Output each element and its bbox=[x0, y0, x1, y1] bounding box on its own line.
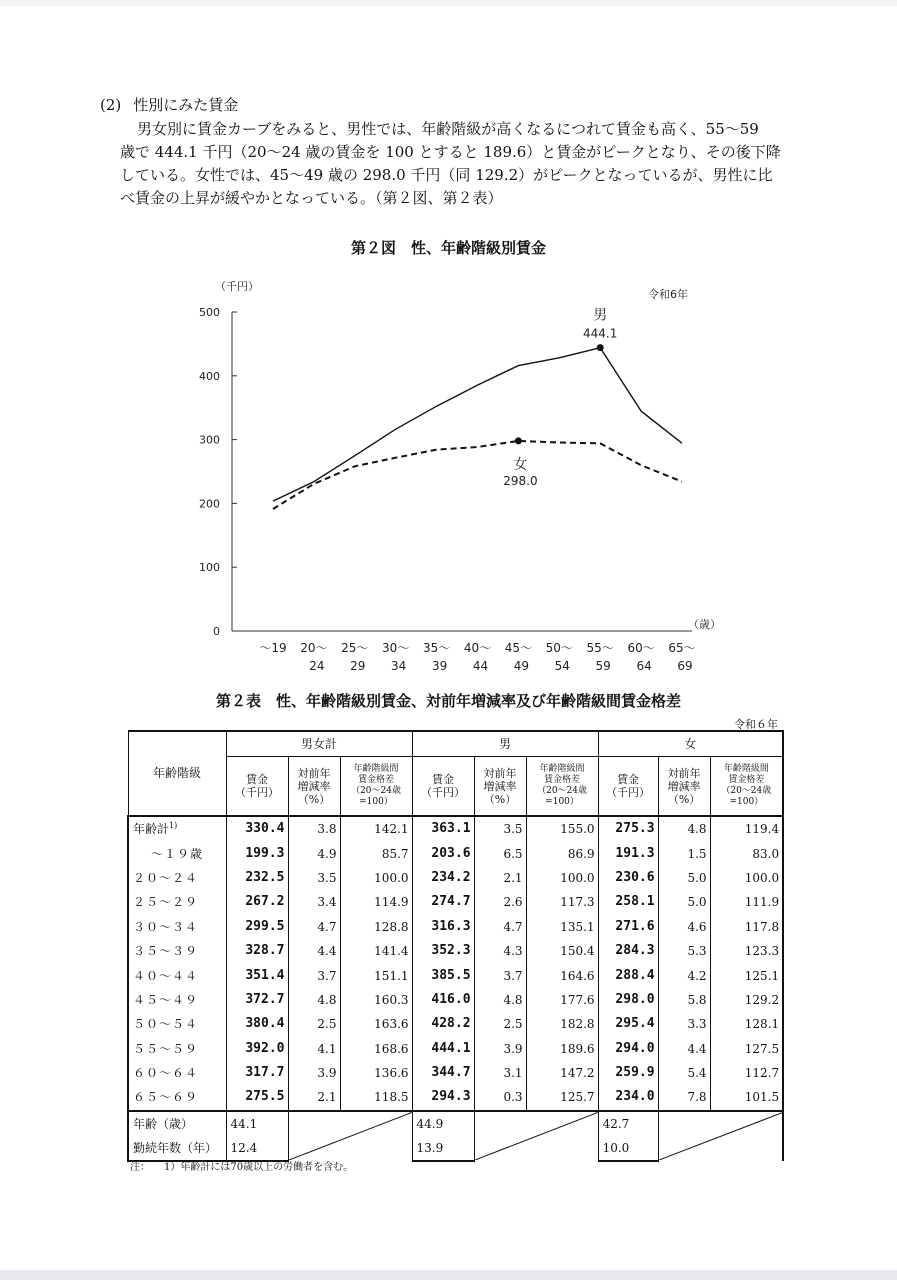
rate-cell-total: 3.7 bbox=[288, 963, 340, 987]
y-tick-label: 300 bbox=[199, 433, 220, 447]
wage-cell-male: 344.7 bbox=[412, 1061, 474, 1085]
wage-cell-total: 299.5 bbox=[226, 915, 288, 939]
subheader-line: （%） bbox=[483, 792, 517, 806]
gap-cell-male: 147.2 bbox=[526, 1061, 598, 1085]
figure-title: 第２図 性、年齢階級別賃金 bbox=[350, 239, 546, 257]
wage-cell-female: 234.0 bbox=[598, 1085, 658, 1110]
rate-cell-male: 2.1 bbox=[474, 866, 526, 890]
gap-cell-total: 151.1 bbox=[340, 963, 412, 987]
summary-label: 年齢（歳） bbox=[128, 1111, 226, 1136]
subheader-line: 増減率 bbox=[483, 779, 517, 793]
gap-cell-male: 164.6 bbox=[526, 963, 598, 987]
table-title: 第２表 性、年齢階級別賃金、対前年増減率及び年齢階級間賃金格差 bbox=[215, 692, 681, 710]
rate-cell-female: 4.4 bbox=[658, 1037, 710, 1061]
body-line: している。女性では、45～49 歳の 298.0 千円（同 129.2）がピークとなっているが、男性に比 bbox=[120, 166, 773, 184]
group-header-total: 男女計 bbox=[226, 731, 412, 757]
age-label: ２５～２９ bbox=[133, 895, 199, 910]
peak-value-male: 444.1 bbox=[583, 326, 618, 341]
age-label: 年齢計 bbox=[133, 822, 170, 837]
body-line: 男女別に賃金カーブをみると、男性では、年齢階級が高くなるにつれて賃金も高く、55～59 bbox=[137, 120, 759, 138]
table-row bbox=[128, 963, 783, 987]
rate-cell-male: 2.5 bbox=[474, 1012, 526, 1036]
gap-cell-female: 101.5 bbox=[710, 1085, 783, 1110]
y-tick-label: 100 bbox=[199, 561, 220, 575]
rate-cell-male: 3.5 bbox=[474, 816, 526, 841]
age-label: ５０～５４ bbox=[133, 1017, 199, 1032]
wage-cell-male: 385.5 bbox=[412, 963, 474, 987]
x-tick-label: 34 bbox=[391, 659, 407, 673]
gap-cell-female: 112.7 bbox=[710, 1061, 783, 1085]
body-line: べ賃金の上昇が緩やかとなっている。（第２図、第２表） bbox=[120, 189, 503, 207]
wage-cell-female: 258.1 bbox=[598, 890, 658, 914]
gap-cell-female: 128.1 bbox=[710, 1012, 783, 1036]
subheader-line: 賃金 bbox=[617, 773, 640, 786]
gap-cell-female: 125.1 bbox=[710, 963, 783, 987]
rate-cell-male: 4.3 bbox=[474, 939, 526, 963]
gap-cell-total: 114.9 bbox=[340, 890, 412, 914]
y-tick-label: 200 bbox=[199, 497, 220, 511]
y-tick-label: 400 bbox=[199, 369, 220, 383]
table-row bbox=[128, 890, 783, 914]
rate-cell-male: 6.5 bbox=[474, 841, 526, 865]
gap-cell-male: 155.0 bbox=[526, 816, 598, 841]
x-tick-label: 50～ bbox=[545, 641, 573, 655]
gap-cell-total: 141.4 bbox=[340, 939, 412, 963]
subheader-gap-female bbox=[710, 757, 783, 817]
subheader-line: （%） bbox=[667, 792, 701, 806]
summary-label: 勤続年数（年） bbox=[128, 1136, 226, 1161]
table-row bbox=[128, 1012, 783, 1036]
age-cell bbox=[128, 915, 226, 939]
diagonal-slash bbox=[289, 1112, 413, 1160]
gap-cell-total: 136.6 bbox=[340, 1061, 412, 1085]
rate-cell-total: 3.5 bbox=[288, 866, 340, 890]
wage-cell-male: 363.1 bbox=[412, 816, 474, 841]
x-tick-label: 54 bbox=[554, 659, 570, 673]
age-group-header: 年齢階級 bbox=[128, 731, 226, 816]
y-tick-label: 500 bbox=[199, 306, 220, 319]
age-cell bbox=[128, 939, 226, 963]
footnote-marker: 1) bbox=[169, 821, 178, 831]
chart-year-label: 令和6年 bbox=[648, 288, 688, 301]
rate-cell-female: 4.8 bbox=[658, 816, 710, 841]
subheader-line: （20～24歳 bbox=[537, 786, 587, 796]
wage-cell-female: 294.0 bbox=[598, 1037, 658, 1061]
x-tick-label: 44 bbox=[472, 659, 489, 673]
wage-cell-male: 428.2 bbox=[412, 1012, 474, 1036]
gap-cell-total: 128.8 bbox=[340, 915, 412, 939]
wage-cell-female: 288.4 bbox=[598, 963, 658, 987]
subheader-line: （千円） bbox=[606, 786, 651, 799]
subheader-gap-total bbox=[340, 757, 412, 817]
rate-cell-male: 2.6 bbox=[474, 890, 526, 914]
rate-cell-female: 5.3 bbox=[658, 939, 710, 963]
diagonal-slash bbox=[475, 1112, 599, 1160]
gap-cell-total: 100.0 bbox=[340, 866, 412, 890]
subheader-line: （千円） bbox=[421, 786, 466, 799]
rate-cell-total: 4.4 bbox=[288, 939, 340, 963]
subheader-line: 増減率 bbox=[667, 779, 701, 793]
wage-cell-total: 267.2 bbox=[226, 890, 288, 914]
group-header-female: 女 bbox=[598, 731, 783, 757]
subheader-rate-female bbox=[658, 757, 710, 817]
wage-cell-male: 416.0 bbox=[412, 988, 474, 1012]
rate-cell-female: 3.3 bbox=[658, 1012, 710, 1036]
x-tick-label: 65～ bbox=[668, 641, 696, 655]
table-row bbox=[128, 816, 783, 841]
gap-cell-male: 177.6 bbox=[526, 988, 598, 1012]
wage-cell-total: 351.4 bbox=[226, 963, 288, 987]
wage-cell-male: 294.3 bbox=[412, 1085, 474, 1110]
wage-table bbox=[127, 730, 784, 1162]
subheader-line: 年齢階級間 bbox=[353, 764, 399, 774]
gap-cell-female: 83.0 bbox=[710, 841, 783, 865]
series-line-female bbox=[273, 441, 682, 509]
rate-cell-total: 4.8 bbox=[288, 988, 340, 1012]
summary-row bbox=[128, 1111, 783, 1136]
subheader-line: 増減率 bbox=[297, 779, 331, 793]
wage-cell-total: 392.0 bbox=[226, 1037, 288, 1061]
peak-point-male bbox=[597, 344, 604, 351]
rate-cell-male: 4.7 bbox=[474, 915, 526, 939]
table-row bbox=[128, 988, 783, 1012]
age-label: ～１９歳 bbox=[151, 846, 204, 861]
age-label: ４５～４９ bbox=[133, 992, 199, 1007]
note-prefix: 注： bbox=[130, 1162, 150, 1173]
gap-cell-female: 111.9 bbox=[710, 890, 783, 914]
rate-cell-female: 5.0 bbox=[658, 866, 710, 890]
rate-cell-total: 2.5 bbox=[288, 1012, 340, 1036]
y-axis-label: （千円） bbox=[215, 280, 259, 293]
age-cell bbox=[128, 890, 226, 914]
rate-cell-male: 4.8 bbox=[474, 988, 526, 1012]
body-line: 歳で 444.1 千円（20～24 歳の賃金を 100 とすると 189.6）と賃金がピークとなり、その後下降 bbox=[120, 143, 781, 161]
rate-cell-female: 5.0 bbox=[658, 890, 710, 914]
age-label: ４０～４４ bbox=[133, 968, 199, 983]
subheader-line: 年齢階級間 bbox=[539, 764, 585, 774]
rate-cell-male: 3.7 bbox=[474, 963, 526, 987]
x-tick-label: 20～ bbox=[300, 641, 328, 655]
rate-cell-female: 4.6 bbox=[658, 915, 710, 939]
peak-point-female bbox=[515, 437, 522, 444]
gap-cell-total: 118.5 bbox=[340, 1085, 412, 1110]
gap-cell-female: 127.5 bbox=[710, 1037, 783, 1061]
wage-cell-female: 271.6 bbox=[598, 915, 658, 939]
age-label: ６５～６９ bbox=[133, 1090, 199, 1105]
wage-cell-female: 275.3 bbox=[598, 816, 658, 841]
wage-cell-total: 317.7 bbox=[226, 1061, 288, 1085]
subheader-line: （20～24歳 bbox=[721, 786, 772, 796]
subheader-rate-male bbox=[474, 757, 526, 817]
wage-cell-total: 199.3 bbox=[226, 841, 288, 865]
series-line-male bbox=[273, 348, 682, 501]
table-year-label: 令和６年 bbox=[734, 718, 778, 731]
table-row bbox=[128, 1085, 783, 1110]
subheader-line: 賃金 bbox=[246, 773, 268, 786]
wage-cell-female: 295.4 bbox=[598, 1012, 658, 1036]
x-tick-label: 40～ bbox=[463, 641, 492, 655]
section-title: 性別にみた賃金 bbox=[133, 96, 239, 114]
wage-cell-male: 203.6 bbox=[412, 841, 474, 865]
rate-cell-total: 4.9 bbox=[288, 841, 340, 865]
rate-cell-male: 0.3 bbox=[474, 1085, 526, 1110]
gap-cell-female: 129.2 bbox=[710, 988, 783, 1012]
subheader-line: =100） bbox=[729, 797, 764, 807]
subheader-line: 賃金格差 bbox=[728, 775, 765, 785]
age-label: ２０～２４ bbox=[133, 870, 199, 885]
gap-cell-female: 117.8 bbox=[710, 915, 783, 939]
wage-cell-male: 274.7 bbox=[412, 890, 474, 914]
age-cell bbox=[128, 841, 226, 865]
gap-cell-female: 119.4 bbox=[710, 816, 783, 841]
x-tick-label: 24 bbox=[309, 659, 325, 673]
subheader-rate-total bbox=[288, 757, 340, 817]
group-header-male: 男 bbox=[412, 731, 598, 757]
gap-cell-male: 86.9 bbox=[526, 841, 598, 865]
table-row bbox=[128, 866, 783, 890]
table-row bbox=[128, 1061, 783, 1085]
summary-value: 44.9 bbox=[412, 1111, 474, 1136]
subheader-wage-female bbox=[598, 757, 658, 817]
gap-cell-male: 100.0 bbox=[526, 866, 598, 890]
subheader-wage-total bbox=[226, 757, 288, 817]
gap-cell-total: 163.6 bbox=[340, 1012, 412, 1036]
summary-value: 12.4 bbox=[226, 1136, 288, 1161]
peak-value-female: 298.0 bbox=[503, 473, 538, 488]
subheader-line: （%） bbox=[297, 792, 331, 806]
age-cell bbox=[128, 1012, 226, 1036]
rate-cell-total: 3.8 bbox=[288, 816, 340, 841]
age-cell bbox=[128, 1085, 226, 1110]
gap-cell-male: 135.1 bbox=[526, 915, 598, 939]
age-cell bbox=[128, 866, 226, 890]
subheader-line: 賃金 bbox=[432, 773, 455, 786]
y-tick-label: 0 bbox=[213, 625, 220, 638]
rate-cell-female: 5.4 bbox=[658, 1061, 710, 1085]
wage-cell-male: 316.3 bbox=[412, 915, 474, 939]
rate-cell-male: 3.9 bbox=[474, 1037, 526, 1061]
table-note bbox=[130, 1158, 367, 1173]
summary-value: 42.7 bbox=[598, 1111, 658, 1136]
subheader-line: =100） bbox=[545, 797, 579, 807]
age-cell bbox=[128, 963, 226, 987]
subheader-line: 対前年 bbox=[667, 766, 701, 780]
x-tick-label: 25～ bbox=[341, 641, 369, 655]
age-label: ３０～３４ bbox=[133, 919, 199, 934]
summary-value: 44.1 bbox=[226, 1111, 288, 1136]
wage-cell-male: 352.3 bbox=[412, 939, 474, 963]
series-label-male: 男 bbox=[593, 307, 608, 324]
age-cell bbox=[128, 1061, 226, 1085]
subheader-line: 対前年 bbox=[483, 766, 517, 780]
wage-cell-female: 259.9 bbox=[598, 1061, 658, 1085]
rate-cell-total: 3.9 bbox=[288, 1061, 340, 1085]
subheader-line: 賃金格差 bbox=[544, 775, 581, 785]
rate-cell-total: 4.1 bbox=[288, 1037, 340, 1061]
summary-value: 13.9 bbox=[412, 1136, 474, 1161]
wage-cell-total: 372.7 bbox=[226, 988, 288, 1012]
rate-cell-female: 7.8 bbox=[658, 1085, 710, 1110]
wage-cell-total: 380.4 bbox=[226, 1012, 288, 1036]
empty-slashed-cell bbox=[288, 1111, 412, 1161]
section-number: (2) bbox=[100, 96, 122, 114]
gap-cell-male: 117.3 bbox=[526, 890, 598, 914]
wage-cell-total: 275.5 bbox=[226, 1085, 288, 1110]
x-tick-label: 60～ bbox=[627, 641, 655, 655]
age-cell bbox=[128, 988, 226, 1012]
x-tick-label: 69 bbox=[677, 659, 693, 673]
x-tick-label: 49 bbox=[513, 659, 530, 673]
wage-cell-male: 234.2 bbox=[412, 866, 474, 890]
age-label: ５５～５９ bbox=[133, 1041, 199, 1056]
rate-cell-female: 4.2 bbox=[658, 963, 710, 987]
rate-cell-total: 4.7 bbox=[288, 915, 340, 939]
rate-cell-total: 2.1 bbox=[288, 1085, 340, 1110]
summary-value: 10.0 bbox=[598, 1136, 658, 1161]
x-axis-label: （歳） bbox=[688, 618, 721, 631]
wage-cell-male: 444.1 bbox=[412, 1037, 474, 1061]
gap-cell-total: 142.1 bbox=[340, 816, 412, 841]
gap-cell-male: 189.6 bbox=[526, 1037, 598, 1061]
gap-cell-total: 85.7 bbox=[340, 841, 412, 865]
table-row bbox=[128, 915, 783, 939]
x-tick-label: 29 bbox=[350, 659, 366, 673]
subheader-line: （千円） bbox=[235, 786, 279, 799]
x-tick-label: 45～ bbox=[504, 641, 533, 655]
wage-cell-female: 230.6 bbox=[598, 866, 658, 890]
rate-cell-total: 3.4 bbox=[288, 890, 340, 914]
subheader-gap-male bbox=[526, 757, 598, 817]
subheader-wage-male bbox=[412, 757, 474, 817]
subheader-line: 対前年 bbox=[297, 766, 331, 780]
table-row bbox=[128, 1037, 783, 1061]
gap-cell-total: 160.3 bbox=[340, 988, 412, 1012]
subheader-line: （20～24歳 bbox=[351, 786, 401, 796]
series-label-female: 女 bbox=[513, 456, 528, 473]
age-label: ３５～３９ bbox=[133, 944, 199, 959]
table-row bbox=[128, 939, 783, 963]
x-tick-label: 59 bbox=[595, 659, 611, 673]
gap-cell-male: 150.4 bbox=[526, 939, 598, 963]
gap-cell-male: 182.8 bbox=[526, 1012, 598, 1036]
wage-cell-female: 298.0 bbox=[598, 988, 658, 1012]
age-label: ６０～６４ bbox=[133, 1066, 199, 1081]
wage-cell-total: 232.5 bbox=[226, 866, 288, 890]
page-bottom-band bbox=[0, 1270, 897, 1280]
gap-cell-male: 125.7 bbox=[526, 1085, 598, 1110]
wage-cell-total: 330.4 bbox=[226, 816, 288, 841]
table-row bbox=[128, 841, 783, 865]
x-tick-label: 30～ bbox=[382, 641, 410, 655]
rate-cell-female: 1.5 bbox=[658, 841, 710, 865]
age-cell bbox=[128, 816, 226, 841]
x-tick-label: 55～ bbox=[586, 641, 614, 655]
age-cell bbox=[128, 1037, 226, 1061]
empty-slashed-cell bbox=[474, 1111, 598, 1161]
note-text: 1）年齢計には70歳以上の労働者を含む。 bbox=[164, 1162, 354, 1173]
wage-cell-female: 284.3 bbox=[598, 939, 658, 963]
x-tick-label: 39 bbox=[431, 659, 448, 673]
x-tick-label: 64 bbox=[636, 659, 652, 673]
rate-cell-female: 5.8 bbox=[658, 988, 710, 1012]
wage-cell-total: 328.7 bbox=[226, 939, 288, 963]
x-tick-label: ～19 bbox=[259, 641, 287, 655]
subheader-line: =100） bbox=[359, 797, 393, 807]
rate-cell-male: 3.1 bbox=[474, 1061, 526, 1085]
diagonal-slash bbox=[659, 1112, 784, 1160]
gap-cell-female: 100.0 bbox=[710, 866, 783, 890]
x-tick-label: 35～ bbox=[422, 641, 451, 655]
wage-cell-female: 191.3 bbox=[598, 841, 658, 865]
gap-cell-female: 123.3 bbox=[710, 939, 783, 963]
gap-cell-total: 168.6 bbox=[340, 1037, 412, 1061]
empty-slashed-cell bbox=[658, 1111, 783, 1161]
subheader-line: 年齢階級間 bbox=[723, 764, 769, 774]
subheader-line: 賃金格差 bbox=[358, 775, 395, 785]
